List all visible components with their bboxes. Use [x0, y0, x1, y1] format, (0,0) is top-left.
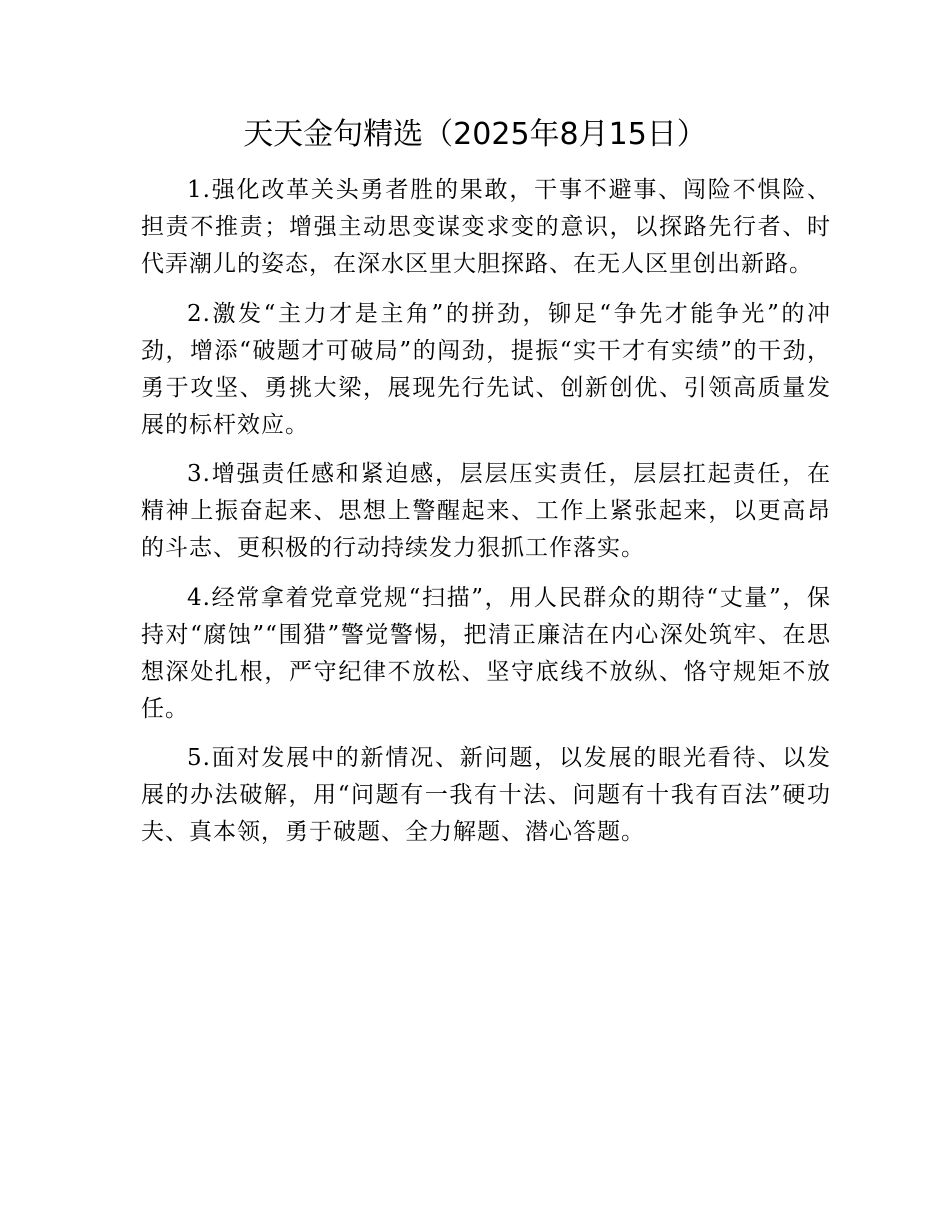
document-body: [141, 172, 831, 864]
paragraph-4: 4.经常拿着党章党规“扫描”，用人民群众的期待“丈量”，保持对“腐蚀”“围猎”警觉警惕，把清正廉洁在内心深处筑牢、在思想深处扎根，严守纪律不放松、坚守底线不放纵、恪守规矩不放任。: [141, 584, 831, 722]
document-title: 天天金句精选（2025年8月15日）: [243, 117, 707, 152]
paragraph-1: 1.强化改革关头勇者胜的果敢，干事不避事、闯险不惧险、担责不推责；增强主动思变谋变求变的意识，以探路先行者、时代弄潮儿的姿态，在深水区里大胆探路、在无人区里创出新路。: [141, 177, 831, 277]
paragraph-5: 5.面对发展中的新情况、新问题，以发展的眼光看待、以发展的办法破解，用“问题有一我有十法、问题有十我有百法”硬功夫、真本领，勇于破题、全力解题、潜心答题。: [141, 745, 831, 845]
paragraph-2: 2.激发“主力才是主角”的拼劲，铆足“争先才能争光”的冲劲，增添“破题才可破局”的闯劲，提振“实干才有实绩”的干劲，勇于攻坚、勇挑大梁，展现先行先试、创新创优、引领高质量发展的标杆效应。: [141, 300, 831, 438]
paragraph-3: 3.增强责任感和紧迫感，层层压实责任，层层扛起责任，在精神上振奋起来、思想上警醒起来、工作上紧张起来，以更高昂的斗志、更积极的行动持续发力狠抓工作落实。: [141, 461, 831, 561]
